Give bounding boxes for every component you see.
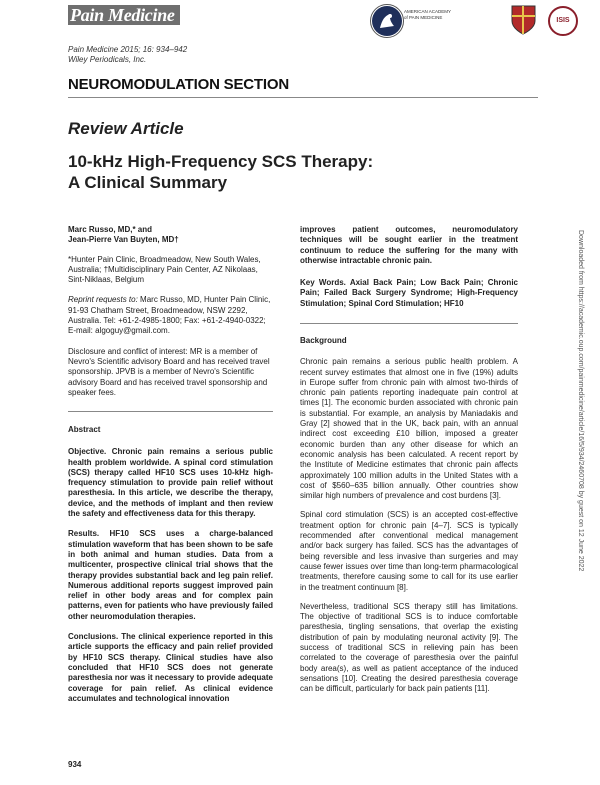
journal-citation: [68, 45, 187, 64]
abstract-results: Results. HF10 SCS uses a charge-balanced stimulation waveform that has been shown to be safe in both animal and human studies. Data from a multicenter, prospective clinical trial shows that the therapy provides substantial back and leg pain relief. Numerous additional reports suggest improved pain relief in other body areas and for complex pain patterns, even for patients who have previously failed other neuromodulation therapies.: [68, 529, 273, 621]
abstract-divider: [68, 411, 273, 412]
left-column: [68, 225, 273, 398]
isis-logo: [548, 6, 578, 36]
title-line-2: A Clinical Summary: [68, 173, 228, 192]
abstract-column: [68, 425, 273, 704]
author-line-2: Jean-Pierre Van Buyten, MD†: [68, 235, 179, 245]
background-paragraph-3: Nevertheless, traditional SCS therapy still has limitations. The objective of traditional SCS is to induce comfortable paresthesia, tingling sensations, that overlap the existing distribution of pain by modulating neuronal activity [9]. The success of traditional SCS in relieving pain has been correlated to the coverage of paresthesia over the painful body area(s), as well as patient acceptance of the induced sensations [10]. Creating the desired paresthesia coverage can be difficult, particularly for back pain patients [11].: [300, 601, 518, 694]
disclosure: Disclosure and conflict of interest: MR is a member of Nevro's Scientific advisory Board and has received travel sponsorship. JPVB is a member of Nevro's Scientific advisory Board and has received travel sponsorship and speaker fees.: [68, 346, 270, 397]
reprint-label: Reprint requests to:: [68, 295, 138, 305]
isis-logo-text: ISIS: [556, 17, 570, 24]
article-title: [68, 151, 398, 193]
aapm-logo: [370, 4, 404, 38]
aapm-logo-text: AMERICAN ACADEMY of PAIN MEDICINE: [404, 9, 451, 20]
download-notice: Downloaded from https://academic.oup.com/painmedicine/article/16/5/934/2460708 by guest on 12 June 2022: [577, 230, 584, 572]
reprint-requests: [68, 295, 273, 336]
background-heading: Background: [300, 336, 347, 345]
page-number: 934: [68, 760, 82, 769]
right-column: [300, 225, 518, 309]
journal-name: Pain Medicine: [70, 5, 175, 25]
section-divider: [68, 97, 538, 98]
keywords: Key Words. Axial Back Pain; Low Back Pain; Chronic Pain; Failed Back Surgery Syndrome; High-Frequency Stimulation; Spinal Cord Stimulation; HF10: [300, 278, 518, 308]
affiliations: *Hunter Pain Clinic, Broadmeadow, New South Wales, Australia; †Multidisciplinary Pain Center, AZ Nikolaas, Sint-Niklaas, Belgium: [68, 254, 261, 285]
abstract-objective: Objective. Chronic pain remains a serious public health problem worldwide. A spinal cord stimulation (SCS) therapy called HF10 SCS uses 10-kHz high-frequency stimulation to provide pain relief without paresthesia. In this article, we describe the therapy, device, and the methods of implant and then review the safety and effectiveness data for this therapy.: [68, 447, 273, 519]
crest-logo: [511, 5, 536, 35]
abstract-heading: Abstract: [68, 425, 101, 434]
background-paragraph-1: Chronic pain remains a serious public health problem. A recent survey estimates that almost one in five (19%) adults in Europe suffer from chronic pain with almost two-thirds of chronic pain patients reporting inadequate pain control at times [1]. The economic burden associated with chronic pain is substantial. For example, an analysis by Maniadakis and Gray [2] showed that in the UK, back pain, with an annual indirect cost exceeding £10 billion, imposed a greater economic burden than any other disease for which an economic analysis has been calculated. A recent report by the Institute of Medicine estimates that chronic pain affects approximately 100 million adults in the United States with a cost of $560–635 billion annually. Other countries show similar high numbers of prevalence and cost burdens [3].: [300, 357, 518, 501]
author-line-1: Marc Russo, MD,* and: [68, 225, 153, 234]
abstract-conclusions-right: improves patient outcomes, neuromodulatory techniques will be sought earlier in the treatment continuum to reduce the suffering for the many with otherwise intractable chronic pain.: [300, 225, 518, 265]
title-line-1: 10-kHz High-Frequency SCS Therapy:: [68, 152, 374, 171]
reprint-text: Marc Russo, MD, Hunter Pain Clinic, 91-93 Chatham Street, Broadmeadow, NSW 2292, Australia. Tel: +61-2-4985-1800; Fax: +61-2-4940-0322; E-mail: algoguy@gmail.com.: [68, 295, 271, 336]
background-column: [300, 336, 518, 695]
article-type: Review Article: [68, 119, 184, 138]
abstract-conclusions-left: Conclusions. The clinical experience reported in this article supports the efficacy and pain relief provided by HF10 SCS therapy. Clinical studies have also concluded that HF10 SCS does not generate paresthesia nor was it necessary to provide adequate coverage for pain relief. As clinical evidence accumulates and technological innovation: [68, 632, 273, 703]
section-heading: NEUROMODULATION SECTION: [68, 76, 289, 93]
publisher-line: Wiley Periodicals, Inc.: [68, 54, 147, 64]
background-divider: [300, 323, 518, 324]
background-paragraph-2: Spinal cord stimulation (SCS) is an accepted cost-effective treatment option for chronic pain [4–7]. SCS is typically recommended after conventional medical management and/or back surgery has failed. SCS has the advantages of being reversible and less invasive than surgeries and may cause fewer issues over time than long-term pharmacological treatments, therefore causing some to call for its use earlier in the treatment continuum [8].: [300, 510, 518, 592]
journal-masthead: [68, 5, 180, 25]
citation-line: Pain Medicine 2015; 16: 934–942: [68, 45, 188, 54]
